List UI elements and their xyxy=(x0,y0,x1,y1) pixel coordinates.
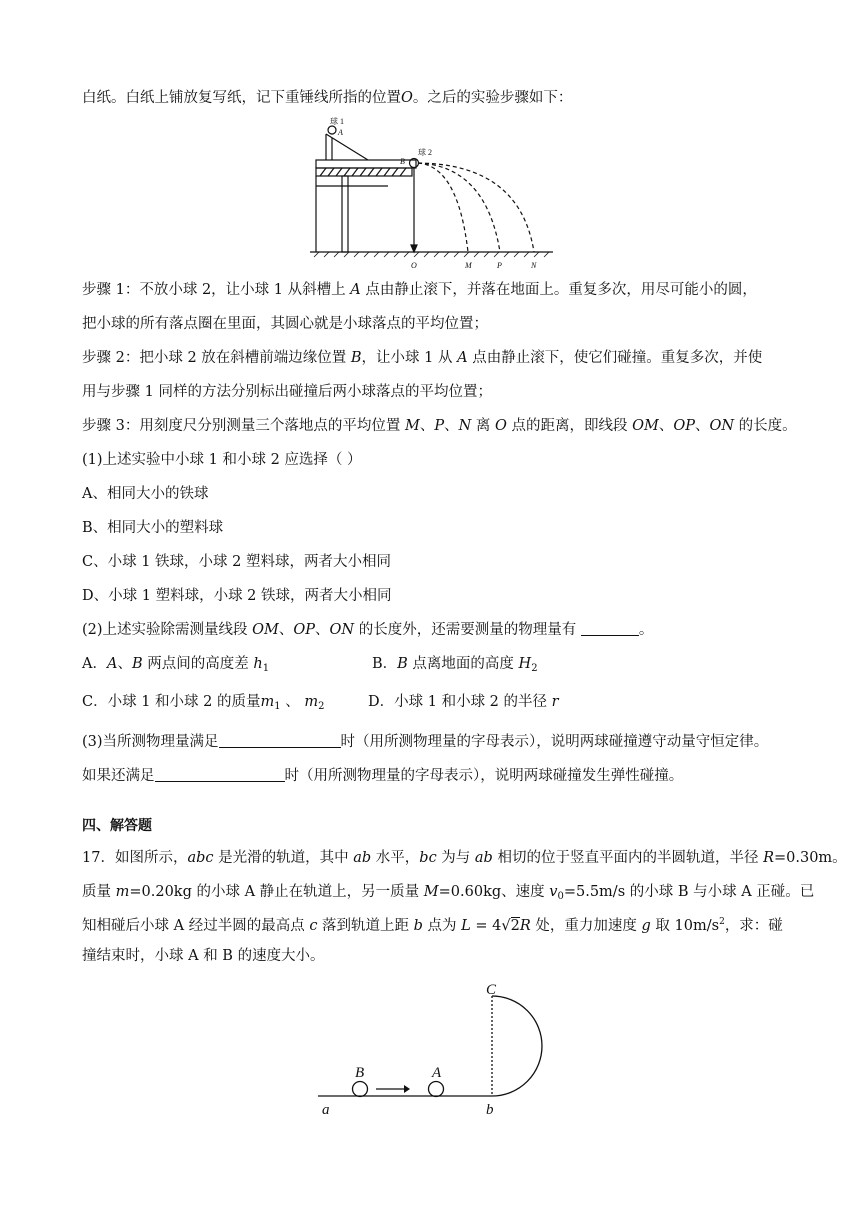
step1-line2: 把小球的所有落点圈在里面，其圆心就是小球落点的平均位置； xyxy=(82,316,488,332)
label-B: B xyxy=(400,157,405,166)
q2-option-D: D．小球 1 和小球 2 的半径 r xyxy=(368,694,559,710)
label-M: M xyxy=(465,261,472,270)
intro-O: O xyxy=(401,90,413,106)
p17-line3: 知相碰后小球 A 经过半圆的最高点 c 落到轨道上距 b 点为 L = 4√2R 处，重力加速度 g 取 $10m/s^2$，求：碰 xyxy=(82,917,783,934)
q3-line1: (3)当所测物理量满足 时（用所测物理量的字母表示），说明两球碰撞遵守动量守恒定律。 xyxy=(82,734,769,750)
q2-answer-blank[interactable] xyxy=(581,621,639,636)
q2-stem: (2)上述实验除需测量线段 OM、OP、ON 的长度外，还需要测量的物理量有 。 xyxy=(82,622,654,638)
experiment-figure xyxy=(308,114,558,274)
label-ball1: 球 1 xyxy=(330,117,344,126)
ball-B xyxy=(353,1082,368,1097)
step3-line: 步骤 3：用刻度尺分别测量三个落地点的平均位置 M、P、N 离 O 点的距离，即线段 OM、OP、ON 的长度。 xyxy=(82,418,797,434)
step2-line1: 步骤 2：把小球 2 放在斜槽前端边缘位置 B，让小球 1 从 A 点由静止滚下，使它们碰撞。重复多次，并使 xyxy=(82,350,763,366)
semicircle-track xyxy=(492,996,542,1096)
trajectory-N xyxy=(418,163,534,252)
label-C: C xyxy=(486,982,497,998)
track-figure xyxy=(310,976,560,1126)
label-N: N xyxy=(531,261,537,270)
q1-option-D: D、小球 1 塑料球，小球 2 铁球，两者大小相同 xyxy=(82,588,392,604)
q3-line2: 如果还满足 时（用所测物理量的字母表示），说明两球碰撞发生弹性碰撞。 xyxy=(82,768,684,784)
label-fig2-B: B xyxy=(355,1065,365,1081)
q2-option-B: B．B 点离地面的高度 $H_2$ xyxy=(372,656,538,674)
intro-text: 白纸。白纸上铺放复写纸，记下重锤线所指的位置 xyxy=(82,90,401,106)
intro-line xyxy=(82,88,572,108)
label-b: b xyxy=(486,1102,494,1118)
table-leg xyxy=(342,176,348,252)
label-P: P xyxy=(497,261,502,270)
q3-blank-elastic[interactable] xyxy=(155,767,285,782)
label-fig2-A: A xyxy=(432,1065,442,1081)
p17-line1: 17．如图所示，abc 是光滑的轨道，其中 ab 水平，bc 为与 ab 相切的位于竖直平面内的半圆轨道，半径 R=0.30m。 xyxy=(82,850,847,866)
q3-blank-momentum[interactable] xyxy=(219,733,341,748)
sqrt-sign: √ xyxy=(501,918,511,934)
ball-A xyxy=(429,1082,444,1097)
q1-option-B: B、相同大小的塑料球 xyxy=(82,520,224,536)
label-O: O xyxy=(411,261,417,270)
q1-option-C: C、小球 1 铁球，小球 2 塑料球，两者大小相同 xyxy=(82,554,391,570)
q1-stem: (1)上述实验中小球 1 和小球 2 应选择（ ） xyxy=(82,452,362,468)
p17-line4: 撞结束时，小球 A 和 B 的速度大小。 xyxy=(82,948,325,964)
p17-line2: 质量 m=0.20kg 的小球 A 静止在轨道上，另一质量 M=0.60kg、速度 $v_0=5.5m/s$ 的小球 B 与小球 A 正碰。已 xyxy=(82,884,815,902)
q2-option-A: A．A、B 两点间的高度差 $h_1$ xyxy=(82,656,270,674)
step1-line1: 步骤 1：不放小球 2，让小球 1 从斜槽上 A 点由静止滚下，并落在地面上。重复多次，用尽可能小的圆， xyxy=(82,282,757,298)
label-a: a xyxy=(322,1102,330,1118)
ball-1 xyxy=(328,126,336,134)
label-ball2: 球 2 xyxy=(418,148,432,157)
section-heading: 四、解答题 xyxy=(82,818,152,834)
step2-line2: 用与步骤 1 同样的方法分别标出碰撞后两小球落点的平均位置； xyxy=(82,384,492,400)
intro-end: 。之后的实验步骤如下： xyxy=(412,90,573,106)
q1-option-A: A、相同大小的铁球 xyxy=(82,486,209,502)
label-A: A xyxy=(338,128,343,137)
q2-option-C: C．小球 1 和小球 2 的质量$m_1$ 、 $m_2$ xyxy=(82,694,325,712)
